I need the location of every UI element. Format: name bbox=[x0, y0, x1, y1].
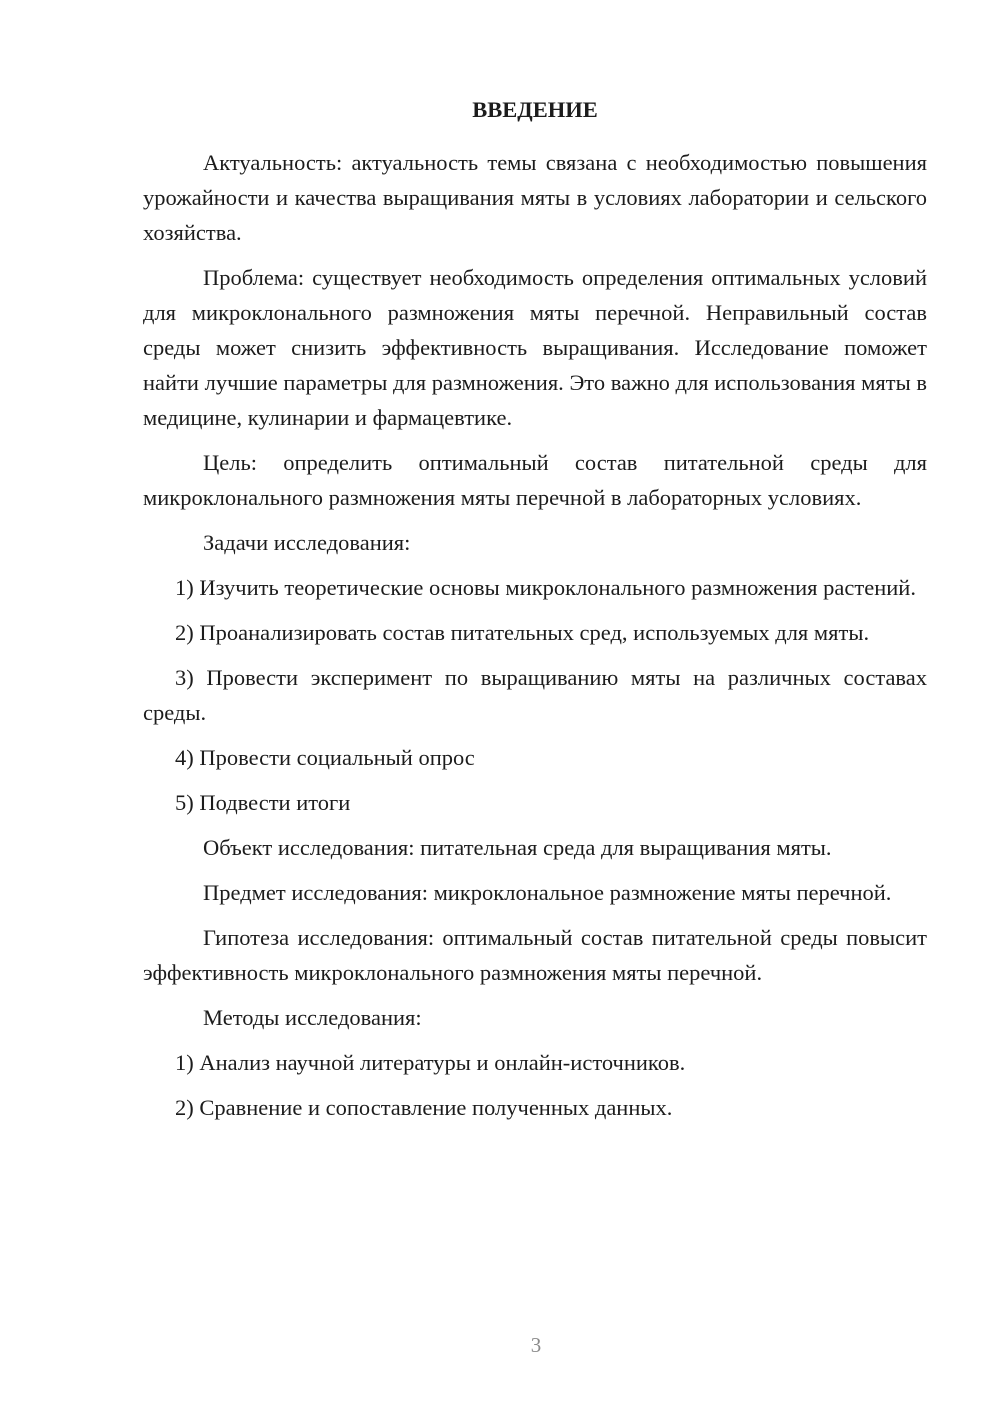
section-heading: ВВЕДЕНИЕ bbox=[472, 97, 598, 122]
method-item: 2) Сравнение и сопоставление полученных данных. bbox=[175, 1095, 673, 1120]
methods-title: Методы исследования: bbox=[203, 1005, 422, 1030]
task-item: 1) Изучить теоретические основы микроклонального размножения растений. bbox=[175, 575, 916, 600]
problem-paragraph: Проблема: существует необходимость определения оптимальных условий для микроклонального размножения мяты перечной. Неправильный состав среды может снизить эффективность выращивания. Исследование поможет найти лучшие параметры для размножения. Это важно для использования мяты в медицине, кулинарии и фармацевтике. bbox=[143, 265, 927, 430]
relevance-paragraph: Актуальность: актуальность темы связана с необходимостью повышения урожайности и качества выращивания мяты в условиях лаборатории и сельского хозяйства. bbox=[143, 150, 927, 245]
task-item: 3) Провести эксперимент по выращиванию мяты на различных составах среды. bbox=[143, 665, 927, 725]
tasks-title: Задачи исследования: bbox=[203, 530, 411, 555]
document-page bbox=[143, 92, 927, 1135]
hypothesis-paragraph: Гипотеза исследования: оптимальный состав питательной среды повысит эффективность микроклонального размножения мяты перечной. bbox=[143, 925, 927, 985]
page-number: 3 bbox=[530, 1333, 542, 1357]
task-item: 5) Подвести итоги bbox=[175, 790, 351, 815]
goal-paragraph: Цель: определить оптимальный состав питательной среды для микроклонального размножения мяты перечной в лабораторных условиях. bbox=[143, 450, 927, 510]
method-item: 1) Анализ научной литературы и онлайн-источников. bbox=[175, 1050, 686, 1075]
task-item: 4) Провести социальный опрос bbox=[175, 745, 475, 770]
subject-paragraph: Предмет исследования: микроклональное размножение мяты перечной. bbox=[203, 880, 892, 905]
object-paragraph: Объект исследования: питательная среда для выращивания мяты. bbox=[203, 835, 832, 860]
task-item: 2) Проанализировать состав питательных сред, используемых для мяты. bbox=[175, 620, 870, 645]
